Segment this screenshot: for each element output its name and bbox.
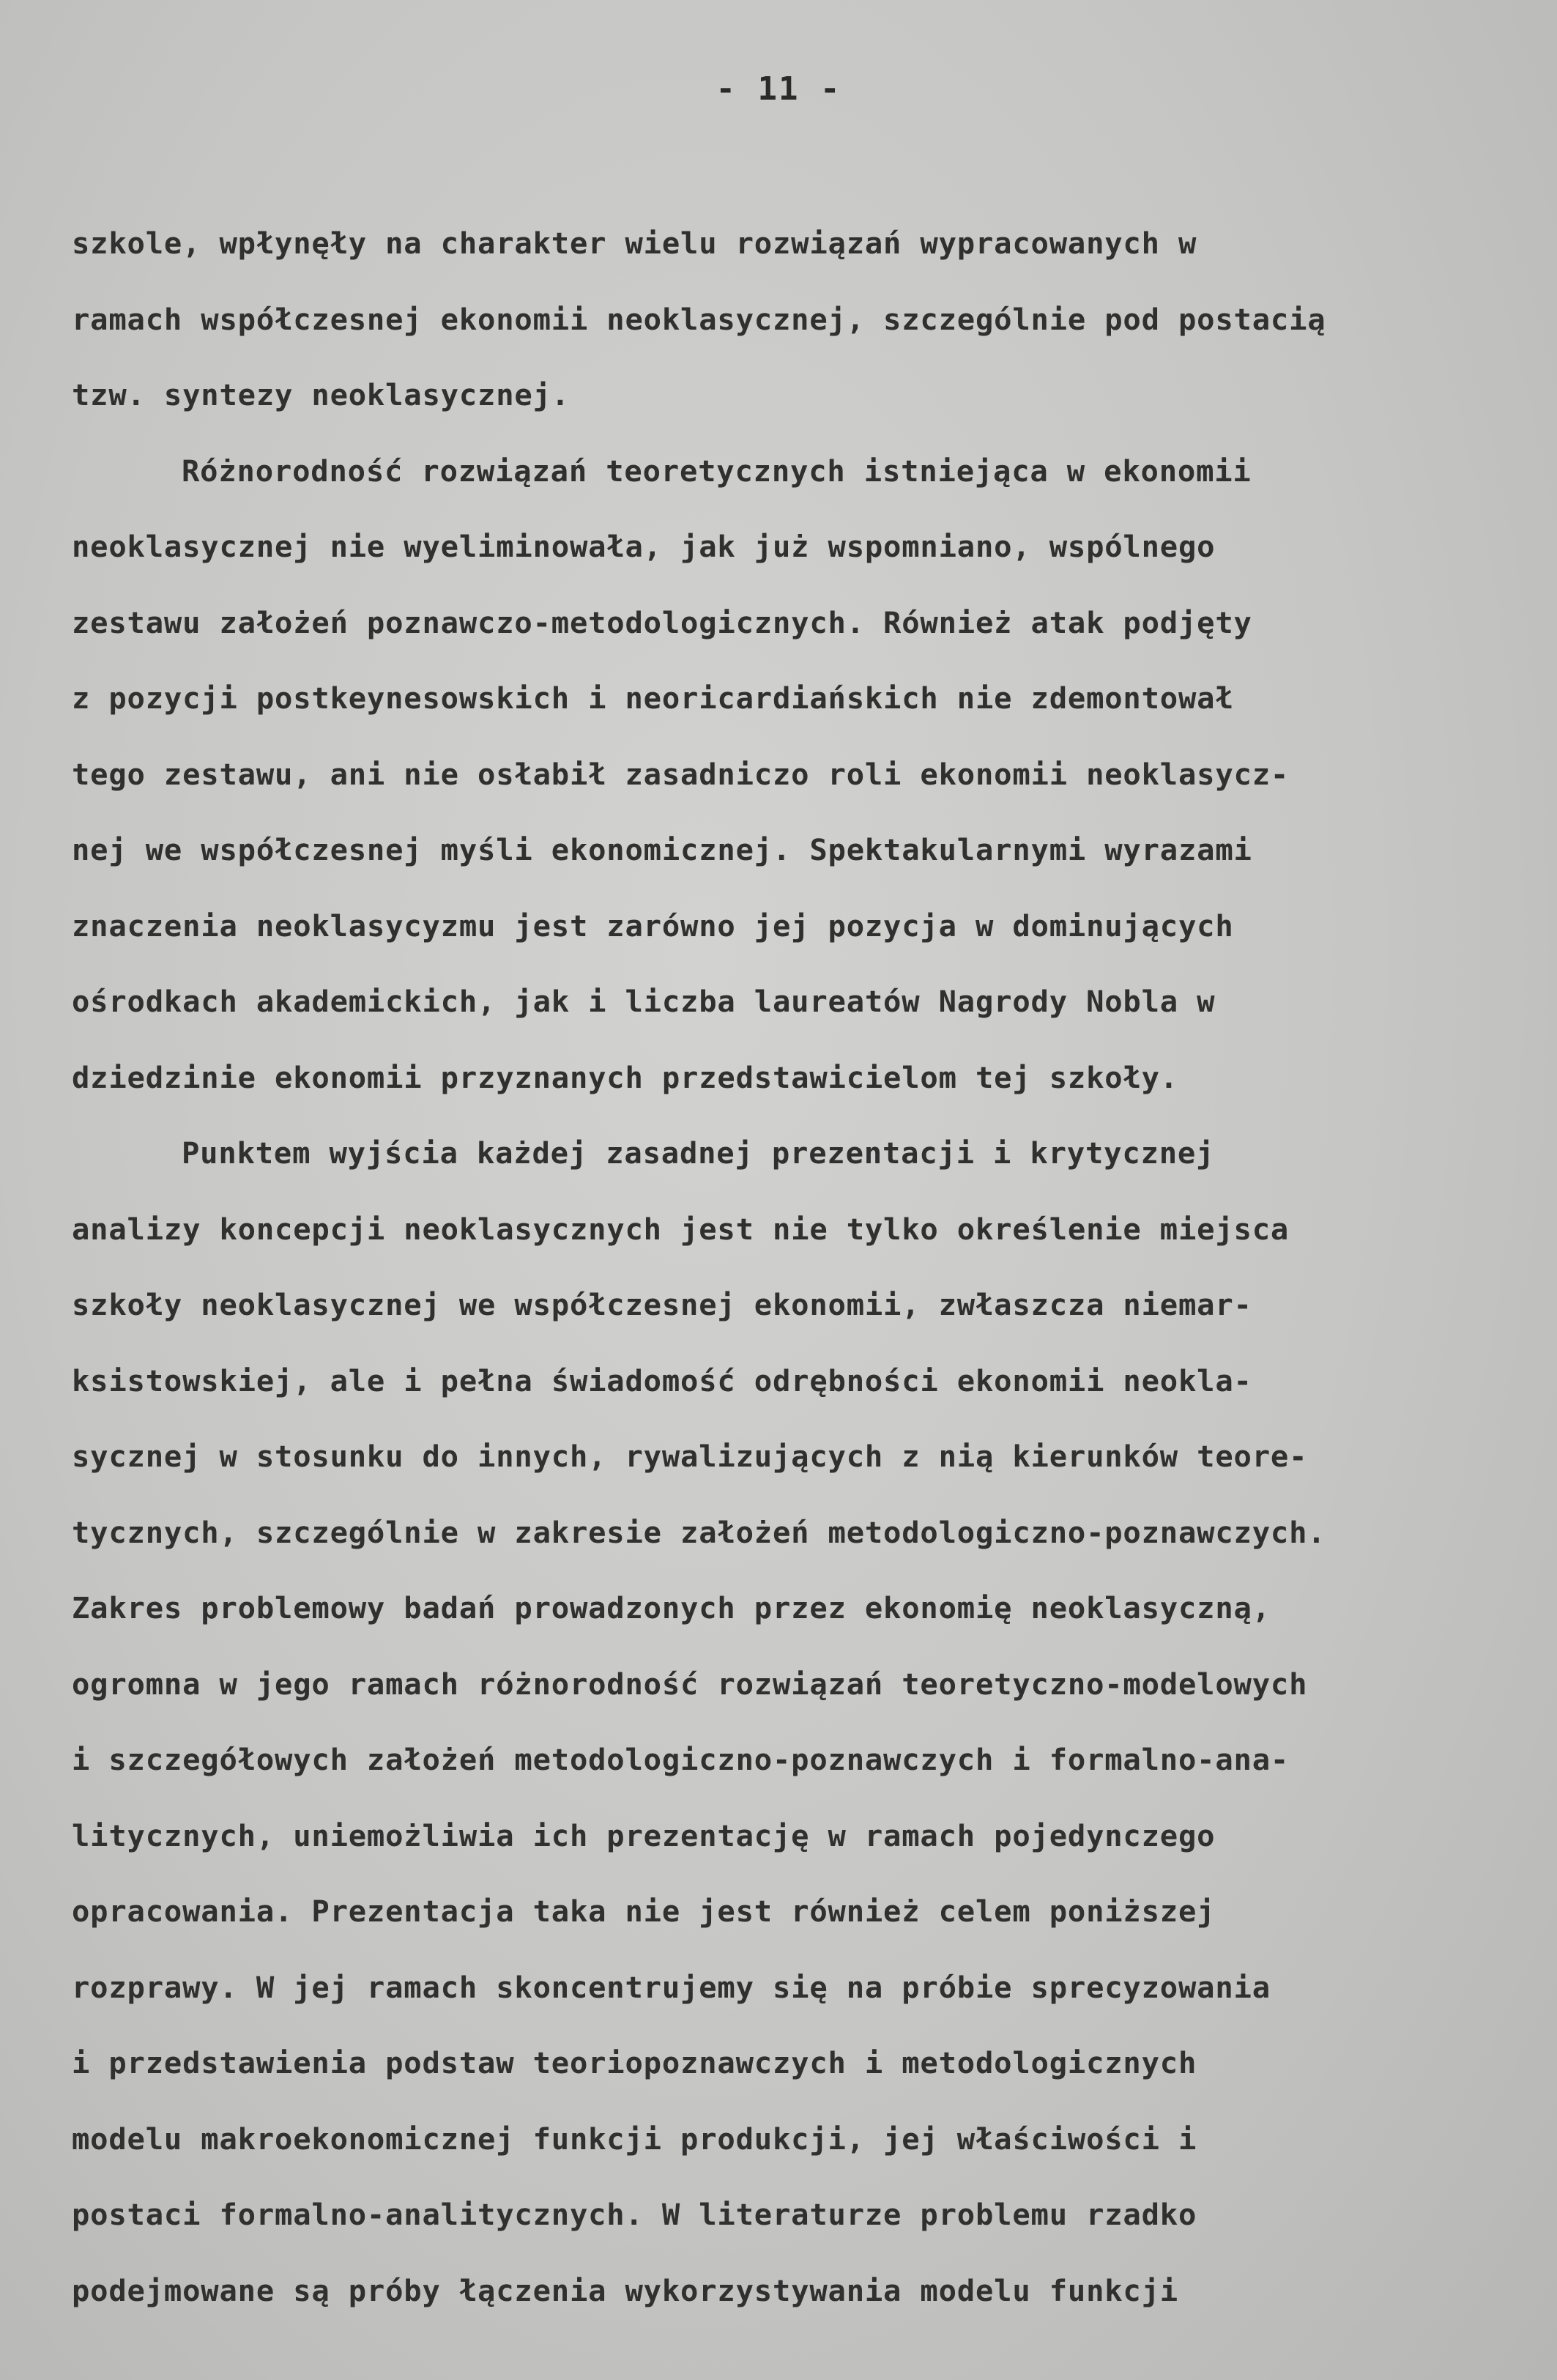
text-line: dziedzinie ekonomii przyznanych przedstawicielom tej szkoły. bbox=[72, 1059, 1178, 1095]
text-line: tego zestawu, ani nie osłabił zasadniczo roli ekonomii neoklasycz- bbox=[72, 756, 1290, 792]
text-line: neoklasycznej nie wyeliminowała, jak już wspomniano, wspólnego bbox=[72, 529, 1216, 564]
text-line: ramach współczesnej ekonomii neoklasycznej, szczególnie pod postacią bbox=[72, 301, 1326, 337]
text-line: tycznych, szczególnie w zakresie założeń metodologiczno-poznawczych. bbox=[72, 1514, 1326, 1550]
text-line: podejmowane są próby łączenia wykorzystywania modelu funkcji bbox=[72, 2272, 1178, 2308]
text-line: Różnorodność rozwiązań teoretycznych istniejąca w ekonomii bbox=[182, 453, 1252, 489]
text-line: z pozycji postkeynesowskich i neoricardiańskich nie zdemontował bbox=[72, 681, 1234, 716]
text-line: szkole, wpłynęły na charakter wielu rozwiązań wypracowanych w bbox=[72, 226, 1197, 261]
text-line: analizy koncepcji neoklasycznych jest nie tylko określenie miejsca bbox=[72, 1211, 1290, 1247]
text-line: litycznych, uniemożliwia ich prezentację w ramach pojedynczego bbox=[72, 1817, 1216, 1853]
text-line: sycznej w stosunku do innych, rywalizujących z nią kierunków teore- bbox=[72, 1439, 1308, 1474]
text-line: Zakres problemowy badań prowadzonych przez ekonomię neoklasyczną, bbox=[72, 1590, 1271, 1625]
page-number: - 11 - bbox=[716, 70, 841, 108]
text-line: szkoły neoklasycznej we współczesnej ekonomii, zwłaszcza niemar- bbox=[72, 1287, 1252, 1322]
text-line: rozprawy. W jej ramach skoncentrujemy się na próbie sprecyzowania bbox=[72, 1969, 1271, 2005]
text-line: ośrodkach akademickich, jak i liczba laureatów Nagrody Nobla w bbox=[72, 984, 1216, 1019]
text-line: postaci formalno-analitycznych. W literaturze problemu rzadko bbox=[72, 2197, 1197, 2232]
text-line: ksistowskiej, ale i pełna świadomość odrębności ekonomii neokla- bbox=[72, 1363, 1252, 1398]
text-line: Punktem wyjścia każdej zasadnej prezentacji i krytycznej bbox=[182, 1135, 1215, 1171]
text-line: modelu makroekonomicznej funkcji produkcji, jej właściwości i bbox=[72, 2121, 1197, 2157]
text-line: tzw. syntezy neoklasycznej. bbox=[72, 377, 570, 412]
text-line: znaczenia neoklasycyzmu jest zarówno jej pozycja w dominujących bbox=[72, 908, 1234, 944]
text-line: i szczegółowych założeń metodologiczno-poznawczych i formalno-ana- bbox=[72, 1742, 1290, 1777]
text-line: opracowania. Prezentacja taka nie jest również celem poniższej bbox=[72, 1894, 1216, 1929]
body-text bbox=[72, 220, 1557, 2343]
text-line: i przedstawienia podstaw teoriopoznawczych i metodologicznych bbox=[72, 2045, 1197, 2080]
text-line: nej we współczesnej myśli ekonomicznej. Spektakularnymi wyrazami bbox=[72, 832, 1252, 867]
text-line: zestawu założeń poznawczo-metodologicznych. Również atak podjęty bbox=[72, 604, 1252, 640]
text-line: ogromna w jego ramach różnorodność rozwiązań teoretyczno-modelowych bbox=[72, 1666, 1308, 1702]
